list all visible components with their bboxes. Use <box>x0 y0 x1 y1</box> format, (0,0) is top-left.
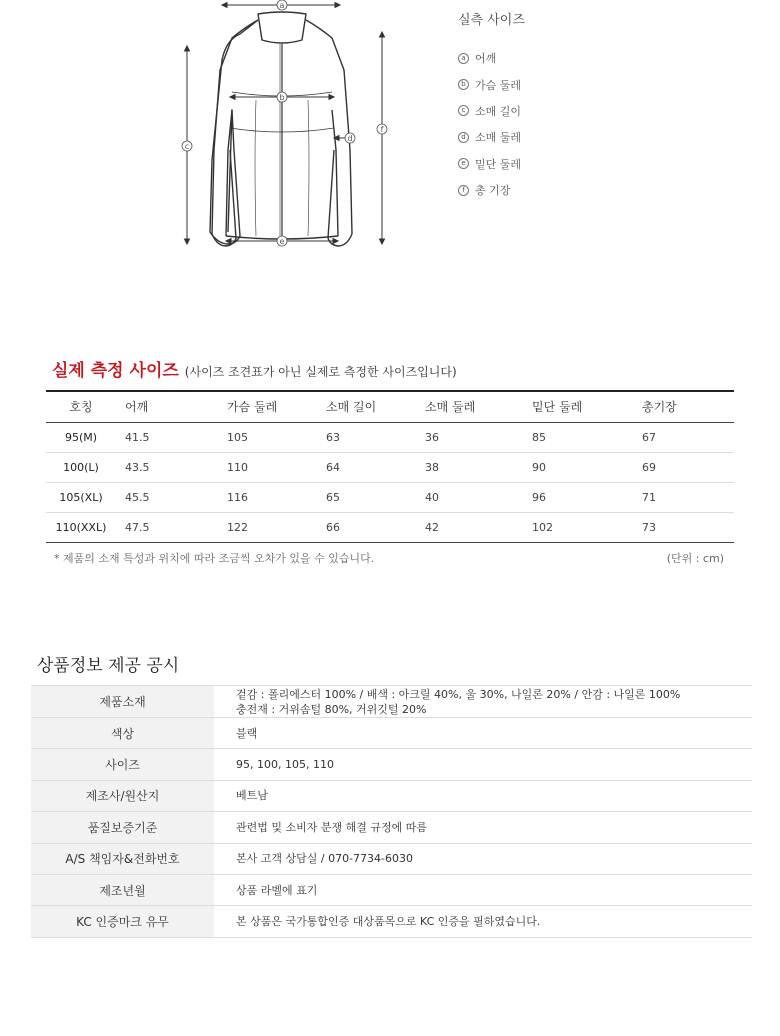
table-row <box>46 452 734 482</box>
value-cell: 66 <box>317 512 416 542</box>
info-label: 제조년월 <box>31 874 214 905</box>
info-value: 본사 고객 상담실 / 070-7734-6030 <box>214 843 752 874</box>
legend-item-shoulder <box>458 45 658 71</box>
info-value: 블랙 <box>214 718 752 749</box>
badge-d-letter: d <box>347 133 353 143</box>
measurement-legend <box>458 12 658 203</box>
info-label: 색상 <box>31 718 214 749</box>
info-value: 95, 100, 105, 110 <box>214 749 752 780</box>
measurement-table <box>46 390 734 543</box>
legend-badge: a <box>458 53 469 64</box>
badge-b-letter: b <box>279 92 285 102</box>
info-value: 상품 라벨에 표기 <box>214 874 752 905</box>
table-row <box>46 422 734 452</box>
value-cell: 71 <box>633 482 734 512</box>
legend-label: 소매 둘레 <box>475 131 522 145</box>
info-label: 사이즈 <box>31 749 214 780</box>
value-cell: 67 <box>633 422 734 452</box>
measurement-note: * 제품의 소재 특성과 위치에 따라 조금씩 오차가 있을 수 있습니다. <box>54 552 375 565</box>
legend-item-hem <box>458 151 658 177</box>
value-cell: 102 <box>523 512 633 542</box>
info-value: 관련법 및 소비자 분쟁 해결 규정에 따름 <box>214 812 752 843</box>
legend-item-sleeve-length <box>458 98 658 124</box>
legend-label: 밑단 둘레 <box>475 157 522 171</box>
legend-label: 총 기장 <box>475 184 511 198</box>
info-value-line: 겉감 : 폴리에스터 100% / 배색 : 아크릴 40%, 울 30%, 나일론 20% / 안감 : 나일론 100% <box>236 687 681 701</box>
info-row-manufacture-date <box>31 874 752 905</box>
badge-c-letter: c <box>184 141 190 151</box>
badge-a-letter: a <box>279 0 285 10</box>
measurement-subtitle: (사이즈 조견표가 아닌 실제로 측정한 사이즈입니다) <box>184 365 457 379</box>
header-chest: 가슴 둘레 <box>218 391 317 422</box>
info-value: 베트남 <box>214 780 752 811</box>
value-cell: 42 <box>416 512 523 542</box>
value-cell: 64 <box>317 452 416 482</box>
legend-badge: b <box>458 79 469 90</box>
info-row-material <box>31 686 752 718</box>
legend-badge: e <box>458 158 469 169</box>
info-row-origin <box>31 780 752 811</box>
value-cell: 65 <box>317 482 416 512</box>
size-cell: 110(XXL) <box>46 512 116 542</box>
info-label: 품질보증기준 <box>31 812 214 843</box>
info-label: A/S 책임자&전화번호 <box>31 843 214 874</box>
info-label: 제조사/원산지 <box>31 780 214 811</box>
legend-title: 실측 사이즈 <box>458 13 525 28</box>
legend-label: 어깨 <box>475 52 497 66</box>
legend-list <box>458 45 658 203</box>
header-sleeve-length: 소매 길이 <box>317 391 416 422</box>
measurement-unit: (단위 : cm) <box>666 552 724 565</box>
badge-f-letter: f <box>380 124 384 134</box>
legend-badge: d <box>458 132 469 143</box>
info-value-line: 충전재 : 거위솜털 80%, 거위깃털 20% <box>236 702 427 716</box>
value-cell: 41.5 <box>116 422 218 452</box>
header-hem: 밑단 둘레 <box>523 391 633 422</box>
value-cell: 90 <box>523 452 633 482</box>
header-size: 호칭 <box>46 391 116 422</box>
legend-label: 소매 길이 <box>475 104 522 118</box>
value-cell: 47.5 <box>116 512 218 542</box>
value-cell: 36 <box>416 422 523 452</box>
measurement-header-row <box>46 391 734 422</box>
value-cell: 73 <box>633 512 734 542</box>
header-shoulder: 어깨 <box>116 391 218 422</box>
legend-badge: f <box>458 185 469 196</box>
value-cell: 45.5 <box>116 482 218 512</box>
table-row <box>46 482 734 512</box>
value-cell: 122 <box>218 512 317 542</box>
value-cell: 110 <box>218 452 317 482</box>
size-cell: 105(XL) <box>46 482 116 512</box>
info-row-kc-certification <box>31 906 752 937</box>
dimension-lines <box>185 0 385 245</box>
info-row-size <box>31 749 752 780</box>
info-value <box>214 686 752 718</box>
legend-label: 가슴 둘레 <box>475 78 522 92</box>
legend-item-chest <box>458 71 658 97</box>
value-cell: 116 <box>218 482 317 512</box>
value-cell: 96 <box>523 482 633 512</box>
badge-e-letter: e <box>279 236 285 246</box>
legend-badge: c <box>458 105 469 116</box>
header-sleeve-width: 소매 둘레 <box>416 391 523 422</box>
legend-item-total-length <box>458 177 658 203</box>
value-cell: 63 <box>317 422 416 452</box>
size-cell: 95(M) <box>46 422 116 452</box>
jacket-size-diagram <box>170 0 410 255</box>
legend-item-sleeve-width <box>458 124 658 150</box>
product-info-title: 상품정보 제공 공시 <box>37 656 180 676</box>
measurement-heading <box>52 356 457 382</box>
value-cell: 105 <box>218 422 317 452</box>
info-label: 제품소재 <box>31 686 214 718</box>
info-label: KC 인증마크 유무 <box>31 906 214 937</box>
info-row-as-contact <box>31 843 752 874</box>
jacket-illustration <box>170 0 410 255</box>
product-info-table <box>31 685 752 938</box>
value-cell: 40 <box>416 482 523 512</box>
size-cell: 100(L) <box>46 452 116 482</box>
value-cell: 38 <box>416 452 523 482</box>
value-cell: 69 <box>633 452 734 482</box>
measurement-title: 실제 측정 사이즈 <box>52 361 179 381</box>
value-cell: 85 <box>523 422 633 452</box>
info-row-color <box>31 718 752 749</box>
info-row-warranty <box>31 812 752 843</box>
value-cell: 43.5 <box>116 452 218 482</box>
header-total-length: 총기장 <box>633 391 734 422</box>
jacket-outline <box>210 12 352 246</box>
table-row <box>46 512 734 542</box>
info-value: 본 상품은 국가통합인증 대상품목으로 KC 인증을 필하였습니다. <box>214 906 752 937</box>
